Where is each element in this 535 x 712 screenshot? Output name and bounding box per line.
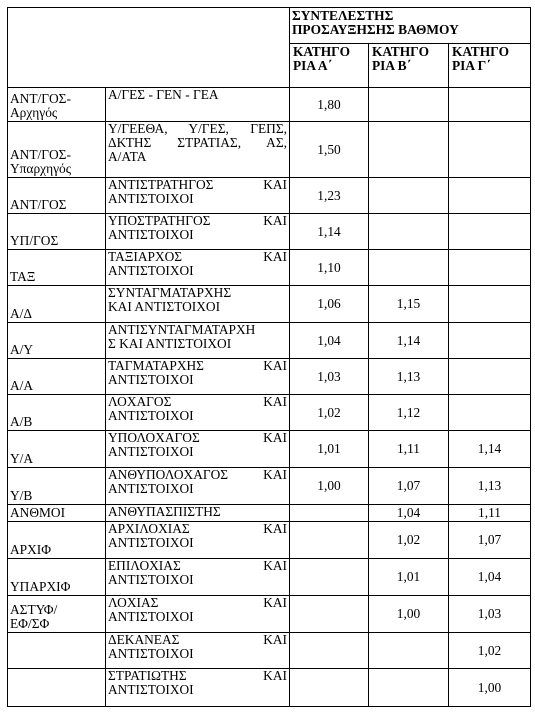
rank-cell — [8, 559, 106, 596]
rank-text: ΑΝΤ/ΓΟΣ- — [10, 147, 71, 162]
coefficient-category-a — [290, 596, 369, 633]
description-text: ΑΝΤΙΣΥΝΤΑΓΜΑΤΑΡΧΗ — [108, 322, 256, 337]
coefficient-category-b — [369, 178, 449, 214]
rank-cell — [8, 596, 106, 633]
coefficient-category-c — [449, 214, 531, 250]
description-text: ΑΝΤΙΣΤΟΙΧΟΙ — [108, 263, 194, 278]
coefficient-category-b — [369, 250, 449, 286]
table-row — [8, 669, 531, 707]
table-row — [8, 633, 531, 669]
coefficient-table — [7, 7, 531, 707]
table-row — [8, 596, 531, 633]
description-cell — [106, 214, 290, 250]
table-row — [8, 559, 531, 596]
description-text: ΑΝΤΙΣΤΟΙΧΟΙ — [108, 191, 194, 206]
coefficient-category-b — [369, 633, 449, 669]
description-text: Υ/ΓΕΕΘΑ, Υ/ΓΕΣ, ΓΕΠΣ, — [108, 121, 287, 136]
coefficient-category-a: 1,23 — [290, 178, 369, 214]
coefficient-category-a: 1,04 — [290, 323, 369, 359]
coefficient-category-b: 1,00 — [369, 596, 449, 633]
coefficient-category-c: 1,13 — [449, 468, 531, 505]
rank-cell — [8, 431, 106, 468]
rank-cell — [8, 359, 106, 395]
description-text: ΑΝΤΙΣΤΟΙΧΟΙ — [108, 572, 194, 587]
description-text: Α/ΓΕΣ - ΓΕΝ - ΓΕΑ — [108, 87, 219, 102]
header-row-title — [8, 8, 531, 44]
rank-cell — [8, 633, 106, 669]
rank-cell — [8, 323, 106, 359]
description-text: ΑΝΤΙΣΤΟΙΧΟΙ — [108, 535, 194, 550]
rank-cell — [8, 505, 106, 522]
rank-cell — [8, 468, 106, 505]
description-cell — [106, 505, 290, 522]
header-title-line2: ΠΡΟΣΑΥΞΗΣΗΣ ΒΑΘΜΟΥ — [292, 22, 459, 37]
header-title — [290, 8, 531, 44]
rank-text: ΕΦ/ΣΦ — [10, 616, 50, 631]
description-text: ΣΥΝΤΑΓΜΑΤΑΡΧΗΣ — [108, 285, 232, 300]
coefficient-category-c: 1,00 — [449, 669, 531, 707]
description-text: ΣΤΡΑΤΙΩΤΗΣ ΚΑΙ — [108, 668, 287, 683]
description-text: ΑΝΘΥΠΟΛΟΧΑΓΟΣ ΚΑΙ — [108, 467, 287, 482]
header-category-b: ΚΑΤΗΓΟ ΡΙΑ Β΄ — [369, 44, 449, 88]
description-cell — [106, 359, 290, 395]
description-text: ΤΑΞΙΑΡΧΟΣ ΚΑΙ — [108, 249, 287, 264]
rank-text: ΤΑΞ — [10, 269, 36, 284]
coefficient-category-a: 1,00 — [290, 468, 369, 505]
table-row — [8, 286, 531, 323]
coefficient-category-c — [449, 323, 531, 359]
description-text: ΑΡΧΙΛΟΧΙΑΣ ΚΑΙ — [108, 521, 287, 536]
rank-cell — [8, 250, 106, 286]
description-text: ΥΠΟΣΤΡΑΤΗΓΟΣ ΚΑΙ — [108, 213, 287, 228]
coefficient-category-c — [449, 88, 531, 122]
rank-cell — [8, 669, 106, 707]
description-text: ΥΠΟΛΟΧΑΓΟΣ ΚΑΙ — [108, 430, 287, 445]
description-cell — [106, 88, 290, 122]
coefficient-category-a: 1,06 — [290, 286, 369, 323]
header-category-a: ΚΑΤΗΓΟ ΡΙΑ Α΄ — [290, 44, 369, 88]
table-row — [8, 468, 531, 505]
coefficient-category-b — [369, 214, 449, 250]
coefficient-category-c — [449, 286, 531, 323]
table-row — [8, 250, 531, 286]
description-cell — [106, 323, 290, 359]
rank-text: ΑΝΤ/ΓΟΣ — [10, 197, 67, 212]
rank-cell — [8, 522, 106, 559]
coefficient-category-c: 1,04 — [449, 559, 531, 596]
coefficient-category-b: 1,11 — [369, 431, 449, 468]
description-text: ΑΝΤΙΣΤΟΙΧΟΙ — [108, 227, 194, 242]
description-text: ΑΝΘΥΠΑΣΠΙΣΤΗΣ — [108, 504, 221, 519]
coefficient-category-a: 1,01 — [290, 431, 369, 468]
coefficient-category-b: 1,12 — [369, 395, 449, 431]
table-row — [8, 214, 531, 250]
rank-text: ΥΠΑΡΧΙΦ — [10, 579, 71, 594]
table-row — [8, 505, 531, 522]
description-text: ΑΝΤΙΣΤΟΙΧΟΙ — [108, 444, 194, 459]
description-cell — [106, 596, 290, 633]
rank-cell — [8, 286, 106, 323]
header-empty-cell — [8, 8, 290, 88]
table-row — [8, 323, 531, 359]
table-row — [8, 359, 531, 395]
description-cell — [106, 559, 290, 596]
table-row — [8, 431, 531, 468]
coefficient-category-a — [290, 669, 369, 707]
table-row — [8, 88, 531, 122]
description-text: ΑΝΤΙΣΤΟΙΧΟΙ — [108, 682, 194, 697]
description-text: ΑΝΤΙΣΤΟΙΧΟΙ — [108, 408, 194, 423]
table-row — [8, 178, 531, 214]
rank-cell — [8, 122, 106, 178]
description-text: ΑΝΤΙΣΤΟΙΧΟΙ — [108, 646, 194, 661]
rank-text: ΥΠ/ΓΟΣ — [10, 233, 59, 248]
description-cell — [106, 468, 290, 505]
coefficient-category-c — [449, 359, 531, 395]
coefficient-category-a: 1,14 — [290, 214, 369, 250]
coefficient-category-a: 1,02 — [290, 395, 369, 431]
rank-text: Α/Β — [10, 414, 33, 429]
rank-text: Α/Υ — [10, 342, 34, 357]
coefficient-category-a — [290, 505, 369, 522]
coefficient-category-b: 1,13 — [369, 359, 449, 395]
description-text: ΑΝΤΙΣΤΟΙΧΟΙ — [108, 372, 194, 387]
coefficient-category-a — [290, 522, 369, 559]
coefficient-category-b: 1,02 — [369, 522, 449, 559]
description-text: ΛΟΧΑΓΟΣ ΚΑΙ — [108, 394, 287, 409]
rank-text: Υ/Β — [10, 488, 33, 503]
coefficient-category-a — [290, 559, 369, 596]
description-text: ΕΠΙΛΟΧΙΑΣ ΚΑΙ — [108, 558, 287, 573]
coefficient-category-b — [369, 669, 449, 707]
description-text: ΑΝΤΙΣΤΡΑΤΗΓΟΣ ΚΑΙ — [108, 177, 287, 192]
coefficient-category-b: 1,07 — [369, 468, 449, 505]
description-cell — [106, 669, 290, 707]
coefficient-category-c: 1,07 — [449, 522, 531, 559]
coefficient-category-c — [449, 395, 531, 431]
coefficient-category-b: 1,14 — [369, 323, 449, 359]
rank-cell — [8, 178, 106, 214]
coefficient-category-a — [290, 633, 369, 669]
rank-cell — [8, 395, 106, 431]
coefficient-category-c: 1,14 — [449, 431, 531, 468]
description-cell — [106, 286, 290, 323]
rank-text: Υ/Α — [10, 451, 34, 466]
rank-text: Α/Α — [10, 378, 34, 393]
description-cell — [106, 522, 290, 559]
description-cell — [106, 250, 290, 286]
description-text: ΔΕΚΑΝΕΑΣ ΚΑΙ — [108, 632, 287, 647]
rank-text: ΑΡΧΙΦ — [10, 542, 52, 557]
coefficient-category-b — [369, 88, 449, 122]
description-cell — [106, 178, 290, 214]
coefficient-category-b: 1,15 — [369, 286, 449, 323]
description-text: ΑΝΤΙΣΤΟΙΧΟΙ — [108, 481, 194, 496]
description-text: Α/ΑΤΑ — [108, 149, 147, 164]
coefficient-category-b: 1,01 — [369, 559, 449, 596]
table-row — [8, 522, 531, 559]
coefficient-category-c: 1,02 — [449, 633, 531, 669]
coefficient-category-a: 1,50 — [290, 122, 369, 178]
header-category-c: ΚΑΤΗΓΟ ΡΙΑ Γ΄ — [449, 44, 531, 88]
description-cell — [106, 633, 290, 669]
coefficient-category-c: 1,11 — [449, 505, 531, 522]
description-text: ΛΟΧΙΑΣ ΚΑΙ — [108, 595, 287, 610]
description-text: ΚΑΙ ΑΝΤΙΣΤΟΙΧΟΙ — [108, 299, 221, 314]
header-title-line1: ΣΥΝΤΕΛΕΣΤΗΣ — [292, 8, 394, 23]
rank-text: Α/Δ — [10, 306, 33, 321]
rank-cell — [8, 88, 106, 122]
rank-text: Αρχηγός — [10, 105, 58, 120]
description-text: Σ ΚΑΙ ΑΝΤΙΣΤΟΙΧΟΙ — [108, 336, 232, 351]
coefficient-category-c: 1,03 — [449, 596, 531, 633]
description-cell — [106, 431, 290, 468]
rank-text: ΑΝΘΜΟΙ — [10, 505, 66, 520]
description-cell — [106, 395, 290, 431]
coefficient-category-a: 1,80 — [290, 88, 369, 122]
coefficient-category-c — [449, 122, 531, 178]
coefficient-category-b — [369, 122, 449, 178]
coefficient-category-c — [449, 250, 531, 286]
coefficient-category-c — [449, 178, 531, 214]
description-text: ΤΑΓΜΑΤΑΡΧΗΣ ΚΑΙ — [108, 358, 287, 373]
description-text: ΔΚΤΗΣ ΣΤΡΑΤΙΑΣ, ΑΣ, — [108, 135, 287, 150]
coefficient-category-b: 1,04 — [369, 505, 449, 522]
rank-cell — [8, 214, 106, 250]
table-row — [8, 395, 531, 431]
table-row — [8, 122, 531, 178]
description-text: ΑΝΤΙΣΤΟΙΧΟΙ — [108, 609, 194, 624]
description-cell — [106, 122, 290, 178]
rank-text: ΑΣΤΥΦ/ — [10, 602, 58, 617]
coefficient-category-a: 1,10 — [290, 250, 369, 286]
rank-text: ΑΝΤ/ΓΟΣ- — [10, 91, 71, 106]
rank-text: Υπαρχηγός — [10, 161, 71, 176]
coefficient-category-a: 1,03 — [290, 359, 369, 395]
